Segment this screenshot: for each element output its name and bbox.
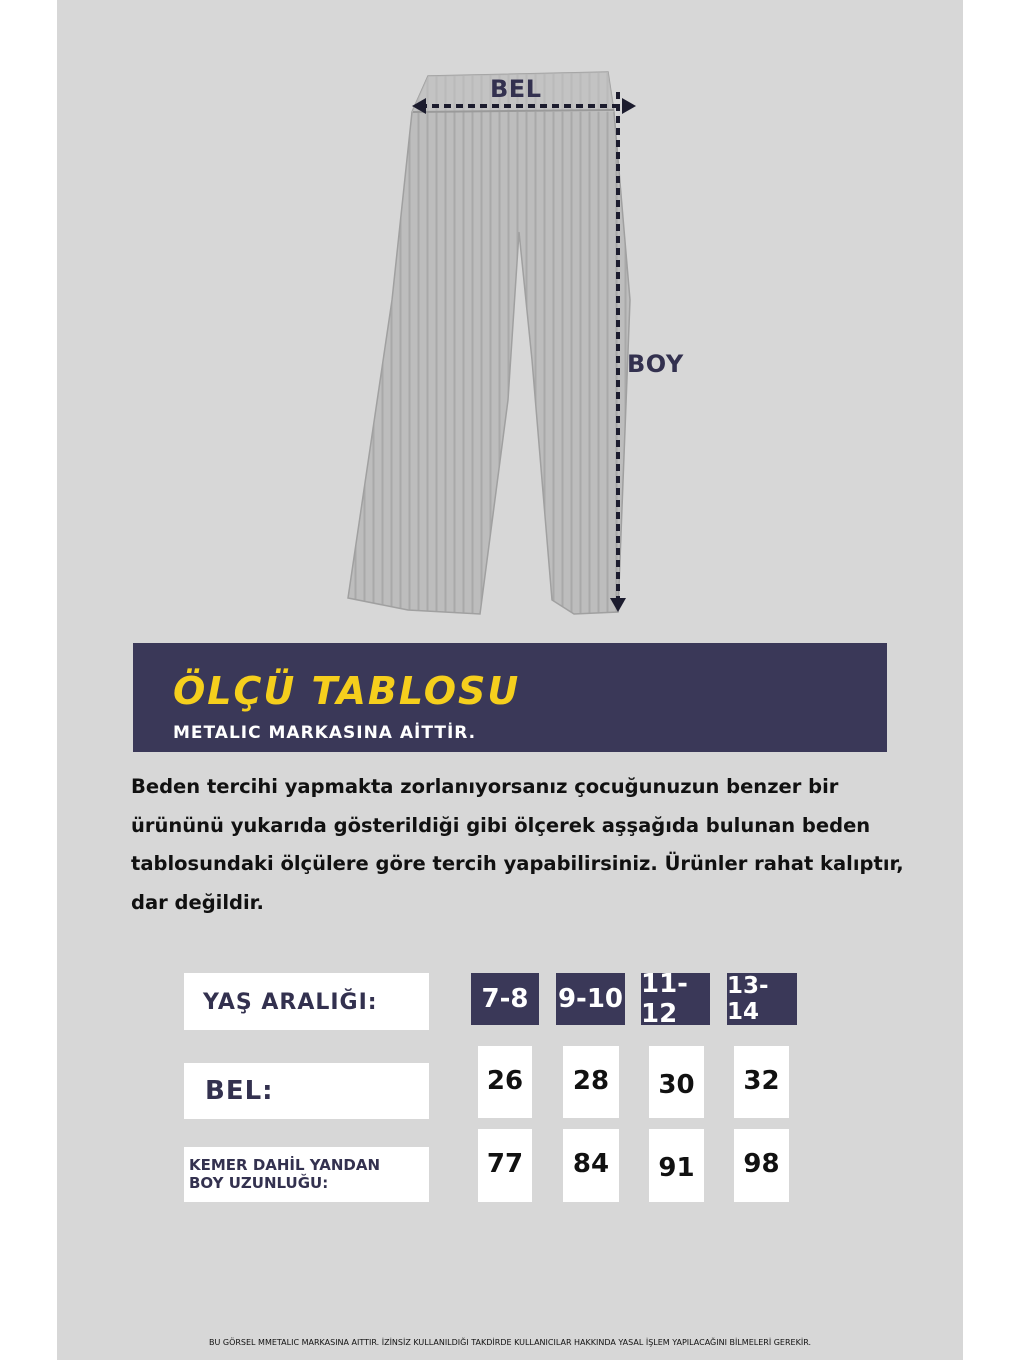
waist-row-label: BEL:: [184, 1063, 429, 1119]
description-line: Beden tercihi yapmakta zorlanıyorsanız çocuğunuzun benzer bir: [131, 775, 839, 798]
product-illustration: [0, 0, 1020, 640]
description-line: dar değildir.: [131, 890, 264, 914]
length-row-label: [184, 1147, 429, 1202]
waist-value-cell: 26: [478, 1046, 532, 1118]
waist-value-cell: 32: [734, 1046, 789, 1118]
length-label-line: KEMER DAHİL YANDAN: [189, 1156, 380, 1174]
banner-title: ÖLÇÜ TABLOSU: [173, 669, 521, 713]
length-value-cell: 91: [649, 1129, 704, 1202]
length-value-cell: 98: [734, 1129, 789, 1202]
waist-measure-label: BEL: [490, 75, 542, 103]
age-range-label: YAŞ ARALIĞI:: [184, 973, 429, 1030]
waist-value-cell: 30: [649, 1046, 704, 1118]
description-line: tablosundaki ölçülere göre tercih yapabilirsiniz. Ürünler rahat kalıptır,: [131, 852, 904, 875]
age-header-cell: 11-12: [641, 973, 710, 1025]
age-header-cell: 7-8: [471, 973, 539, 1025]
age-header-cell: 9-10: [556, 973, 625, 1025]
size-chart-banner: [133, 643, 887, 752]
length-value-cell: 77: [478, 1129, 532, 1202]
length-label-line: BOY UZUNLUĞU:: [189, 1174, 329, 1192]
copyright-notice: BU GÖRSEL MMETALIC MARKASINA AITTIR. İZİNSİZ KULLANILDIĞI TAKDİRDE KULLANICILAR HAKKINDA YASAL İŞLEM YAPILACAĞINI BİLMELERİ GEREKİR.: [208, 1338, 812, 1347]
waist-value-cell: 28: [563, 1046, 619, 1118]
banner-subtitle: METALIC MARKASINA AİTTİR.: [173, 723, 477, 743]
description-text: [131, 768, 931, 922]
age-header-cell: 13-14: [727, 973, 797, 1025]
description-line: ürününü yukarıda gösterildiği gibi ölçerek aşşağıda bulunan beden: [131, 813, 871, 837]
length-measure-label: BOY: [627, 350, 684, 378]
length-value-cell: 84: [563, 1129, 619, 1202]
